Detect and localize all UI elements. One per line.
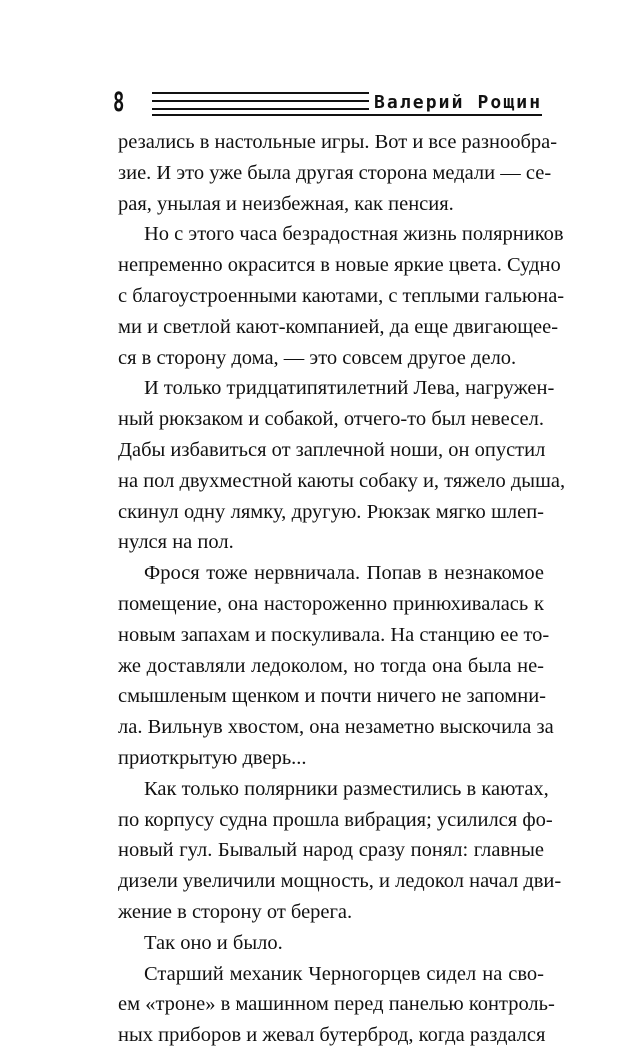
body-text: [118, 127, 566, 1051]
text-line: смышленым щенком и почти ничего не запомни-: [118, 685, 546, 708]
text-line: помещение, она настороженно принюхивалась к: [118, 592, 544, 615]
text-line: на пол двухместной каюты собаку и, тяжело дыша,: [118, 469, 566, 492]
text-line: новым запахам и поскуливала. На станцию ее то-: [118, 623, 550, 646]
text-line: резались в настольные игры. Вот и все разнообра-: [118, 131, 558, 153]
page-number: 8: [113, 87, 125, 118]
text-line: с благоустроенными каютами, с теплыми гальюна-: [118, 284, 565, 307]
page-header: [82, 86, 542, 120]
text-line: Так оно и было.: [144, 931, 283, 954]
text-line: ла. Вильнув хвостом, она незаметно выскочила за: [118, 716, 554, 739]
text-line: ных приборов и жевал бутерброд, когда раздался: [118, 1024, 546, 1047]
text-line: дизели увеличили мощность, и ледокол начал дви-: [118, 870, 562, 893]
text-line: по корпусу судна прошла вибрация; усилился фо-: [118, 808, 553, 831]
text-line: Старший механик Черногорцев сидел на сво-: [144, 962, 544, 985]
text-line: Фрося тоже нервничала. Попав в незнакомое: [144, 562, 544, 585]
header-bottom-rule: [152, 114, 542, 116]
text-line: ем «троне» в машинном перед панелью контроль-: [118, 993, 555, 1016]
text-line: рая, унылая и неизбежная, как пенсия.: [118, 192, 454, 215]
text-line: же доставляли ледоколом, но тогда она была не-: [118, 654, 544, 677]
text-line: скинул одну лямку, другую. Рюкзак мягко шлеп-: [118, 500, 544, 523]
text-line: новый гул. Бывалый народ сразу понял: главные: [118, 839, 544, 862]
header-decorative-rules: [152, 92, 369, 110]
text-line: непременно окрасится в новые яркие цвета. Судно: [118, 254, 561, 277]
text-line: нулся на пол.: [118, 531, 234, 554]
running-head-author: Валерий Рощин: [374, 92, 543, 113]
text-line: ся в сторону дома, — это совсем другое дело.: [118, 346, 517, 369]
header-rule: [152, 92, 369, 94]
header-rule: [152, 100, 369, 102]
text-line: приоткрытую дверь...: [118, 746, 307, 769]
header-rule: [152, 108, 369, 110]
text-line: ный рюкзаком и собакой, отчего-то был невесел.: [118, 408, 544, 431]
text-line: Дабы избавиться от заплечной ноши, он опустил: [118, 438, 546, 461]
text-line: Как только полярники разместились в каютах,: [144, 777, 549, 800]
text-line: жение в сторону от берега.: [118, 900, 353, 923]
text-line: Но с этого часа безрадостная жизнь полярников: [144, 223, 564, 246]
text-line: ми и светлой кают-компанией, да еще двигающее-: [118, 315, 559, 338]
text-line: И только тридцатипятилетний Лева, нагружен-: [144, 377, 555, 400]
text-line: зие. И это уже была другая сторона медали — се-: [118, 161, 552, 184]
